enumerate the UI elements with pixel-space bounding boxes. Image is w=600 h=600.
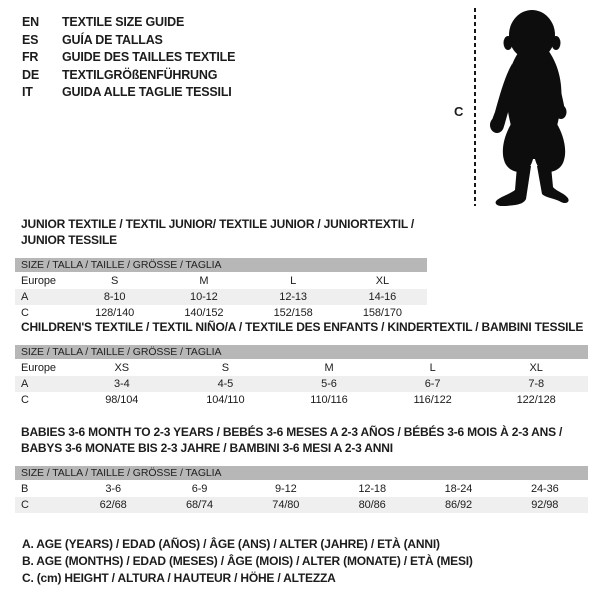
- size-header-bar: SIZE / TALLA / TAILLE / GRÖSSE / TAGLIA: [15, 345, 588, 359]
- baby-silhouette-icon: [482, 6, 586, 206]
- row-label: C: [21, 307, 29, 319]
- height-figure: [440, 0, 600, 215]
- table-cell: 24-36: [530, 483, 559, 495]
- footnote: A. AGE (YEARS) / EDAD (AÑOS) / ÂGE (ANS) / ALTER (JAHRE) / ETÀ (ANNI): [22, 537, 440, 551]
- table-cell: 7-8: [528, 378, 544, 390]
- table-cell: L: [429, 362, 436, 374]
- language-title: GUIDE DES TAILLES TEXTILE: [62, 50, 236, 64]
- table-cell: 80/86: [358, 499, 386, 511]
- table-cell: 92/98: [531, 499, 559, 511]
- table-cell: M: [199, 275, 209, 287]
- table-row: [15, 289, 427, 305]
- row-label: C: [21, 394, 29, 406]
- height-dashed-line: [474, 8, 476, 206]
- height-c-label: C: [454, 104, 464, 119]
- row-label: B: [21, 483, 29, 495]
- row-label: Europe: [21, 362, 56, 374]
- language-code: DE: [22, 67, 39, 82]
- language-code: EN: [22, 15, 39, 29]
- table-cell: 98/104: [105, 394, 139, 406]
- table-row: [15, 376, 588, 392]
- language-title: GUÍA DE TALLAS: [62, 32, 163, 47]
- table-cell: 104/110: [206, 394, 245, 406]
- language-row: [22, 84, 235, 102]
- table-cell: S: [221, 362, 230, 374]
- table-cell: 12-18: [358, 483, 386, 495]
- table-cell: 14-16: [368, 291, 397, 303]
- table-cell: 74/80: [272, 499, 300, 511]
- language-title: TEXTILE SIZE GUIDE: [62, 15, 185, 29]
- table-cell: 12-13: [279, 291, 307, 303]
- table-cell: 152/158: [273, 307, 313, 319]
- table-cell: 10-12: [190, 291, 218, 303]
- table-title-line: BABYS 3-6 MONATE BIS 2-3 JAHRE / BAMBINI 3-6 MESI A 2-3 ANNI: [21, 441, 393, 455]
- language-title-list: [22, 14, 235, 102]
- footnote: B. AGE (MONTHS) / EDAD (MESES) / ÂGE (MOIS) / ALTER (MONATE) / ETÀ (MESI): [22, 554, 473, 568]
- table-title: [21, 424, 588, 456]
- table-cell: 86/92: [444, 499, 472, 511]
- row-label: Europe: [21, 275, 56, 287]
- table-cell: 8-10: [103, 291, 126, 303]
- table-cell: M: [324, 362, 334, 374]
- size-header-bar: SIZE / TALLA / TAILLE / GRÖSSE / TAGLIA: [15, 466, 588, 480]
- language-row: [22, 14, 235, 32]
- footnotes: [22, 536, 473, 587]
- row-label: C: [21, 499, 29, 511]
- table-cell: 140/152: [184, 307, 224, 319]
- table-cell: 6-9: [191, 483, 208, 495]
- language-code: IT: [22, 85, 33, 99]
- language-row: [22, 67, 235, 85]
- table-cell: 116/122: [413, 394, 452, 406]
- table-cell: 18-24: [444, 483, 473, 495]
- table-cell: 128/140: [95, 307, 135, 319]
- table-row: [15, 392, 588, 408]
- language-code: ES: [22, 32, 39, 47]
- table-title-line: BABIES 3-6 MONTH TO 2-3 YEARS / BEBÉS 3-6 MESES A 2-3 AÑOS / BÉBÉS 3-6 MOIS À 2-3 ANS /: [21, 425, 563, 439]
- language-row: [22, 49, 235, 67]
- language-title: TEXTILGRÖßENFÜHRUNG: [62, 67, 218, 82]
- table-cell: 68/74: [185, 499, 213, 511]
- table-row: [15, 273, 427, 289]
- language-code: FR: [22, 50, 39, 64]
- table-cell: 122/128: [516, 394, 556, 406]
- size-table-section: [15, 216, 427, 321]
- table-cell: XL: [375, 275, 389, 287]
- table-cell: 9-12: [275, 483, 297, 495]
- row-label: A: [21, 291, 29, 303]
- table-cell: 3-4: [113, 378, 130, 390]
- language-title: GUIDA ALLE TAGLIE TESSILI: [62, 85, 232, 99]
- language-row: [22, 32, 235, 50]
- size-header-bar: SIZE / TALLA / TAILLE / GRÖSSE / TAGLIA: [15, 258, 427, 272]
- table-row: [15, 497, 588, 513]
- table-title-line: JUNIOR TEXTILE / TEXTIL JUNIOR/ TEXTILE JUNIOR / JUNIORTEXTIL / JUNIOR TESSILE: [21, 217, 415, 247]
- footnote: C. (cm) HEIGHT / ALTURA / HAUTEUR / HÖHE / ALTEZZA: [22, 571, 336, 585]
- row-label: A: [21, 378, 29, 390]
- table-cell: 110/116: [310, 394, 348, 406]
- table-cell: 6-7: [424, 378, 441, 390]
- table-cell: 5-6: [321, 378, 337, 390]
- table-cell: S: [111, 275, 119, 287]
- table-cell: 3-6: [105, 483, 121, 495]
- size-table-section: [15, 424, 588, 513]
- table-title-line: CHILDREN'S TEXTILE / TEXTIL NIÑO/A / TEXTILE DES ENFANTS / KINDERTEXTIL / BAMBINI TESSILE: [21, 320, 584, 334]
- table-cell: XS: [114, 362, 130, 374]
- table-cell: 4-5: [217, 378, 234, 390]
- table-row: [15, 481, 588, 497]
- table-cell: 62/68: [99, 499, 127, 511]
- size-table-section: [15, 319, 588, 408]
- table-cell: 158/170: [362, 307, 402, 319]
- table-title: [21, 319, 588, 335]
- table-cell: L: [290, 275, 297, 287]
- table-cell: XL: [529, 362, 543, 374]
- table-row: [15, 360, 588, 376]
- table-title: [21, 216, 427, 248]
